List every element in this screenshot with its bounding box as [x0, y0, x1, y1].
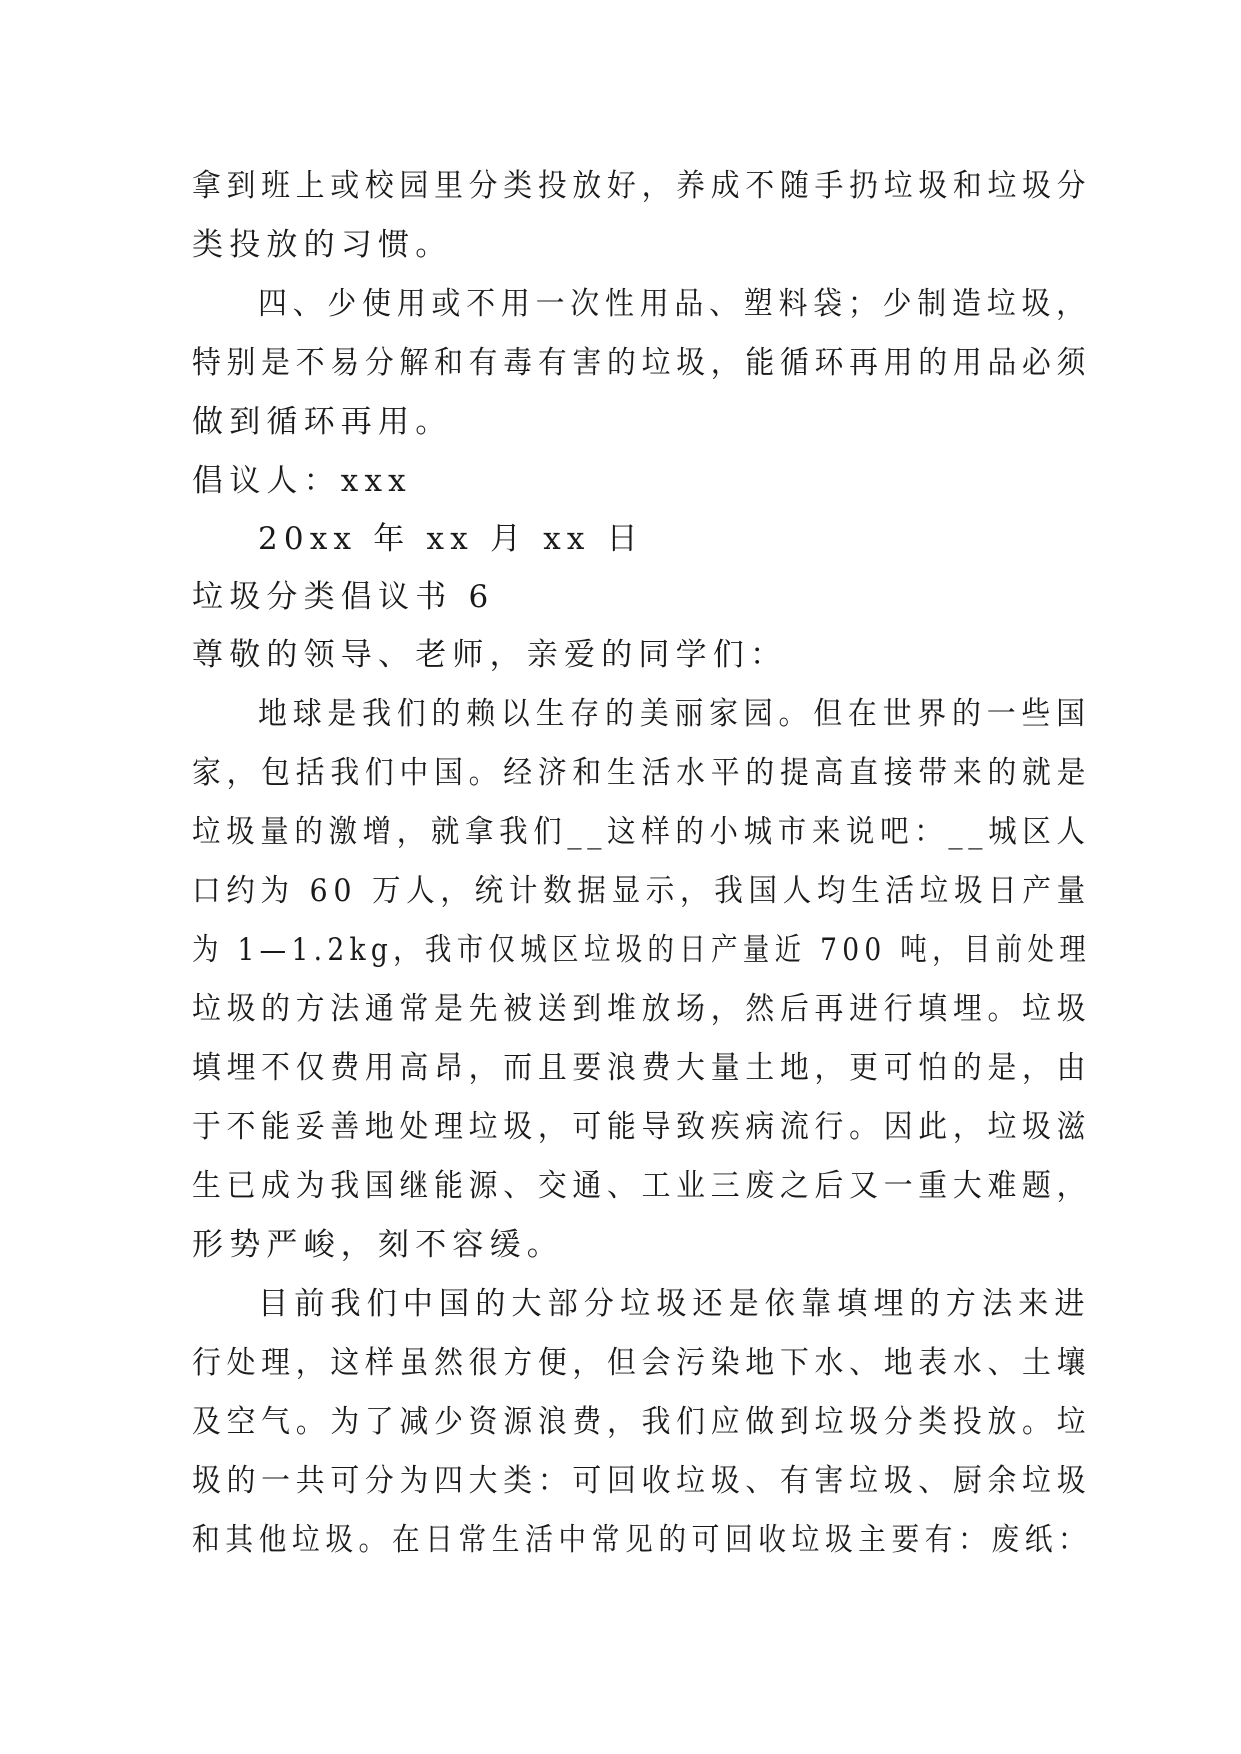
text-line: 拿到班上或校园里分类投放好，养成不随手扔垃圾和垃圾分: [192, 168, 1092, 204]
text-line: 填埋不仅费用高昂，而且要浪费大量土地，更可怕的是，由: [192, 1050, 1092, 1086]
text-line: 四、少使用或不用一次性用品、塑料袋；少制造垃圾，: [258, 286, 1091, 322]
text-line: 家，包括我们中国。经济和生活水平的提高直接带来的就是: [192, 755, 1092, 791]
text-line: 做到循环再用。: [192, 404, 453, 440]
signatory-line: 倡议人：xxx: [192, 463, 412, 499]
date-line: 20xx 年 xx 月 xx 日: [258, 521, 644, 557]
text-line: 为 1—1.2kg，我市仅城区垃圾的日产量近 700 吨，目前处理: [192, 932, 1092, 968]
text-line: 垃圾量的激增，就拿我们__这样的小城市来说吧：__城区人: [192, 814, 1091, 850]
text-line: 类投放的习惯。: [192, 227, 453, 263]
text-line: 圾的一共可分为四大类：可回收垃圾、有害垃圾、厨余垃圾: [192, 1463, 1092, 1499]
text-line: 垃圾的方法通常是先被送到堆放场，然后再进行填埋。垃圾: [192, 991, 1092, 1027]
text-line: 于不能妥善地处理垃圾，可能导致疾病流行。因此，垃圾滋: [192, 1109, 1092, 1145]
text-line: 特别是不易分解和有毒有害的垃圾，能循环再用的用品必须: [192, 345, 1092, 381]
text-line: 口约为 60 万人，统计数据显示，我国人均生活垃圾日产量: [192, 873, 1091, 909]
section-title: 垃圾分类倡议书 6: [192, 579, 495, 615]
text-line: 生已成为我国继能源、交通、工业三废之后又一重大难题，: [192, 1168, 1092, 1204]
salutation: 尊敬的领导、老师，亲爱的同学们：: [192, 637, 788, 673]
text-line: 行处理，这样虽然很方便，但会污染地下水、地表水、土壤: [192, 1345, 1092, 1381]
text-line: 形势严峻，刻不容缓。: [192, 1227, 564, 1263]
text-line: 目前我们中国的大部分垃圾还是依靠填埋的方法来进: [258, 1286, 1091, 1322]
text-line: 及空气。为了减少资源浪费，我们应做到垃圾分类投放。垃: [192, 1404, 1092, 1440]
text-line: 和其他垃圾。在日常生活中常见的可回收垃圾主要有：废纸：: [192, 1522, 1092, 1558]
text-line: 地球是我们的赖以生存的美丽家园。但在世界的一些国: [258, 696, 1091, 732]
